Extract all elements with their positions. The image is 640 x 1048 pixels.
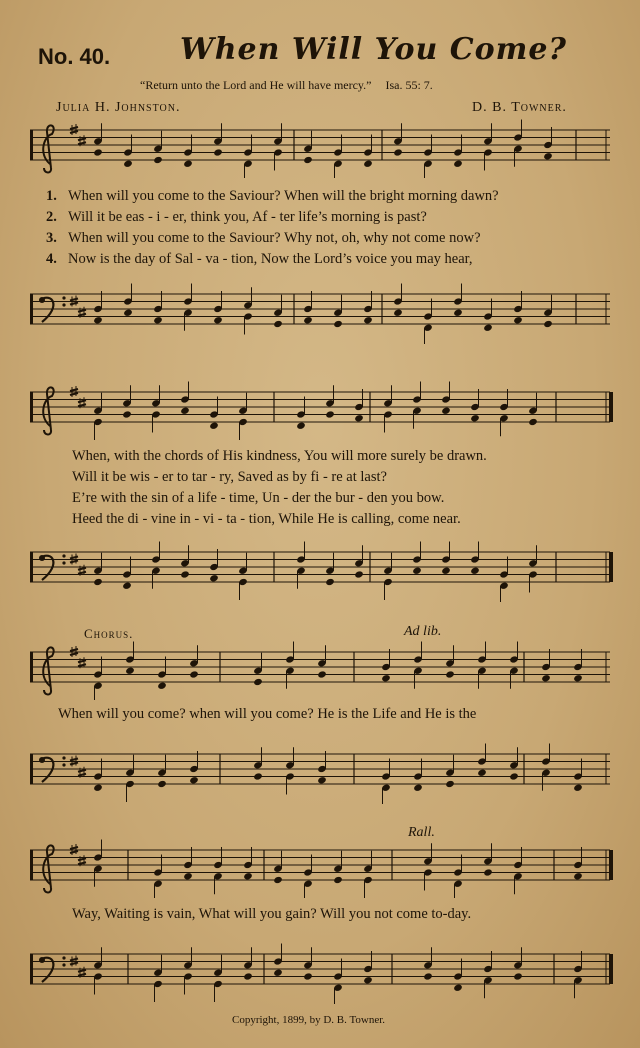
verse-number: 2. bbox=[46, 209, 57, 225]
chorus-label: Chorus. bbox=[84, 626, 134, 641]
verse-line: When, with the chords of His kindness, You will more surely be drawn. bbox=[72, 448, 487, 464]
treble-staff-system-1 bbox=[30, 118, 616, 178]
scripture-quote bbox=[140, 78, 433, 93]
treble-staff-system-4 bbox=[30, 836, 616, 898]
verse-lines-2 bbox=[72, 448, 602, 532]
scripture-reference: Isa. 55: 7. bbox=[385, 78, 433, 92]
verse-text: Will it be eas - i - er, think you, Af - ter life’s morning is past? bbox=[68, 209, 427, 225]
scripture-text: “Return unto the Lord and He will have mercy.” bbox=[140, 78, 372, 92]
verse-line: E’re with the sin of a life - time, Un - der the bur - den you bow. bbox=[72, 490, 445, 506]
verse-number: 1. bbox=[46, 188, 57, 204]
verse-line bbox=[46, 209, 606, 230]
verse-line bbox=[46, 188, 606, 209]
hymn-number: No. 40. bbox=[38, 44, 111, 69]
verse-number: 3. bbox=[46, 230, 57, 246]
verse-text: When will you come to the Saviour? Why not, oh, why not come now? bbox=[68, 230, 481, 246]
copyright-notice: Copyright, 1899, by D. B. Towner. bbox=[232, 1014, 386, 1026]
chorus-lyric-2: Way, Waiting is vain, What will you gain? Will you not come to-day. bbox=[72, 906, 472, 922]
verse-text: Now is the day of Sal - va - tion, Now the Lord’s voice you may hear, bbox=[68, 251, 473, 267]
bass-staff-system-4 bbox=[30, 934, 616, 1004]
rallentando-marking: Rall. bbox=[408, 825, 435, 840]
bass-staff-system-1 bbox=[30, 280, 616, 344]
verse-number: 4. bbox=[46, 251, 57, 267]
treble-staff-system-3 bbox=[30, 638, 616, 700]
verse-lines-1 bbox=[46, 188, 606, 272]
verse-line bbox=[46, 251, 606, 272]
chorus-lyric-1: When will you come? when will you come? He is the Life and He is the bbox=[58, 706, 477, 722]
hymn-title: When Will You Come? bbox=[180, 32, 568, 67]
bass-staff-system-2 bbox=[30, 538, 616, 602]
treble-staff-system-2 bbox=[30, 378, 616, 440]
verse-text: When will you come to the Saviour? When will the bright morning dawn? bbox=[68, 188, 499, 204]
composer-credit: D. B. Towner. bbox=[472, 100, 567, 115]
lyricist-credit: Julia H. Johnston. bbox=[56, 100, 181, 115]
verse-line bbox=[46, 230, 606, 251]
ad-lib-marking: Ad lib. bbox=[404, 624, 442, 639]
verse-line: Will it be wis - er to tar - ry, Saved as by fi - re at last? bbox=[72, 469, 387, 485]
bass-staff-system-3 bbox=[30, 732, 616, 804]
verse-line: Heed the di - vine in - vi - ta - tion, While He is calling, come near. bbox=[72, 511, 461, 527]
